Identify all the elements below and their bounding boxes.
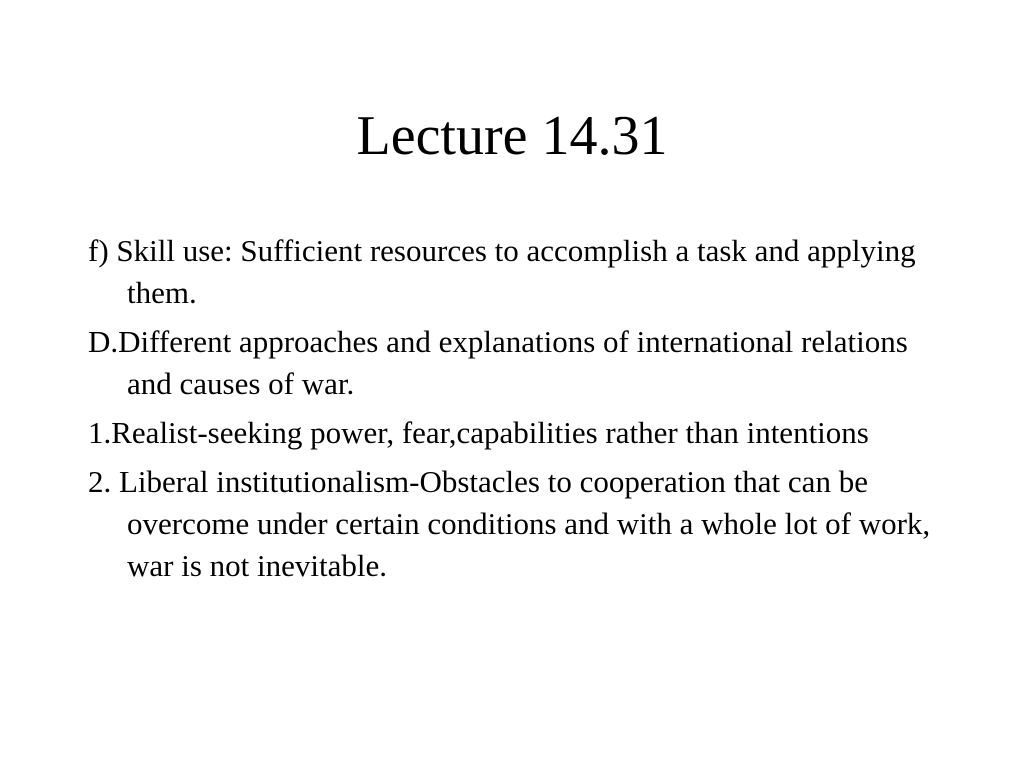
list-item-liberal-institutionalism: 2. Liberal institutionalism-Obstacles to cooperation that can be overcome under certain conditions and with a whole lot of work, war is not inevitable. <box>88 464 931 583</box>
bullet-list <box>88 230 948 594</box>
list-item-skill-use: f) Skill use: Sufficient resources to accomplish a task and applying them. <box>88 233 916 310</box>
list-item-approaches: D.Different approaches and explanations of international relations and causes of war. <box>88 324 908 401</box>
list-item-realist: 1.Realist-seeking power, fear,capabilities rather than intentions <box>88 415 869 450</box>
slide-title: Lecture 14.31 <box>356 105 668 167</box>
